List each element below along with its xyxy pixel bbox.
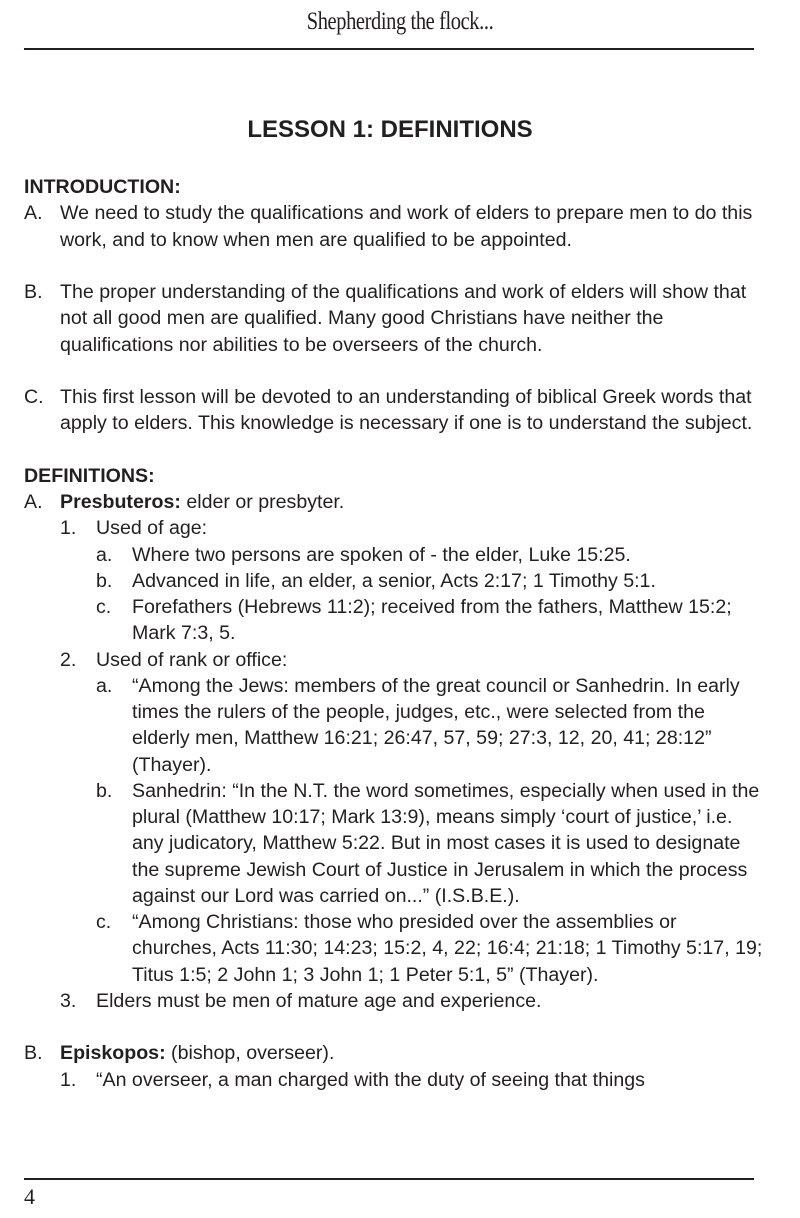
sub-item-used-of-rank: [24, 647, 764, 673]
list-marker: B.: [24, 1042, 43, 1065]
definitions-heading: DEFINITIONS:: [24, 464, 155, 487]
sub-sub-item: [24, 778, 764, 909]
introduction-heading: INTRODUCTION:: [24, 176, 181, 198]
sub-item-text: Used of rank or office:: [96, 648, 288, 671]
list-marker: A.: [24, 202, 43, 225]
sub-item-overseer: [24, 1067, 764, 1093]
definition-episkopos: [24, 1040, 764, 1066]
intro-item-a: [24, 200, 764, 253]
definition-term: Episkopos:: [60, 1042, 166, 1065]
page-number: 4: [24, 1184, 35, 1209]
sub-sub-item: [24, 568, 764, 594]
intro-item-text: This first lesson will be devoted to an understanding of biblical Greek words that apply to elders. This knowledge is necessary if one is to understand the subject.: [60, 386, 753, 435]
sub-sub-item-text: Where two persons are spoken of - the elder, Luke 15:25.: [132, 543, 631, 566]
intro-item-b: [24, 279, 764, 358]
sub-sub-item-text: Sanhedrin: “In the N.T. the word sometimes, especially when used in the plural (Matthew 10:17; Mark 13:9), means simply ‘court of justice,’ i.e. any judicatory, Matthew 5:22. But in most cases it is used to designate the supreme Jewish Court of Justice in Jerusalem in which the process against our Lord was carried on...” (I.S.B.E.).: [132, 779, 760, 907]
sub-item-mature-age: [24, 988, 764, 1014]
sub-sub-item-text: Forefathers (Hebrews 11:2); received from the fathers, Matthew 15:2; Mark 7:3, 5.: [132, 596, 732, 645]
list-marker: a.: [96, 543, 113, 566]
list-marker: c.: [96, 596, 112, 618]
list-marker: 3.: [60, 989, 77, 1012]
sub-item-used-of-age: [24, 515, 764, 541]
sub-sub-item-text: Advanced in life, an elder, a senior, Acts 2:17; 1 Timothy 5:1.: [132, 569, 656, 592]
list-marker: 1.: [60, 517, 77, 540]
list-marker: 2.: [60, 648, 77, 671]
definition-term: Presbuteros:: [60, 491, 181, 513]
list-marker: A.: [24, 491, 43, 513]
list-marker: b.: [96, 779, 113, 802]
lesson-body: [24, 174, 764, 1093]
list-marker: a.: [96, 674, 113, 697]
footer-rule: [24, 1178, 754, 1180]
list-marker: B.: [24, 281, 43, 303]
list-marker: C.: [24, 386, 44, 408]
sub-sub-item: [24, 542, 764, 568]
definition-description: elder or presbyter.: [180, 491, 345, 513]
sub-item-text: Elders must be men of mature age and experience.: [96, 989, 542, 1012]
sub-item-text: Used of age:: [96, 517, 208, 540]
sub-sub-item: [24, 673, 764, 778]
running-header-title: Shepherding the flock...: [306, 8, 494, 35]
intro-item-text: We need to study the qualifications and work of elders to prepare men to do this work, and to know when men are qualified to be appointed.: [60, 202, 753, 251]
list-marker: c.: [96, 911, 112, 933]
definition-description: (bishop, overseer).: [165, 1042, 335, 1065]
header-rule: [24, 48, 754, 50]
sub-sub-item: [24, 594, 764, 647]
sub-sub-item: [24, 909, 764, 988]
intro-item-text: The proper understanding of the qualifications and work of elders will show that not all good men are qualified. Many good Christians have neither the qualifications nor abilities to be overseers of the church.: [60, 281, 747, 356]
sub-sub-item-text: “Among Christians: those who presided over the assemblies or churches, Acts 11:30; 14:23; 15:2, 4, 22; 16:4; 21:18; 1 Timothy 5:17, 19; Titus 1:5; 2 John 1; 3 John 1; 1 Peter 5:1, 5” (Thayer).: [132, 911, 763, 986]
definition-presbuteros: [24, 489, 764, 515]
sub-item-text: “An overseer, a man charged with the duty of seeing that things: [96, 1068, 645, 1091]
intro-item-c: [24, 384, 764, 437]
list-marker: b.: [96, 569, 113, 592]
lesson-title: LESSON 1: DEFINITIONS: [247, 116, 533, 143]
sub-sub-item-text: “Among the Jews: members of the great council or Sanhedrin. In early times the rulers of the people, judges, etc., were selected from the elderly men, Matthew 16:21; 26:47, 57, 59; 27:3, 12, 20, 41; 28:12” (Thayer).: [132, 674, 740, 776]
list-marker: 1.: [60, 1068, 77, 1091]
